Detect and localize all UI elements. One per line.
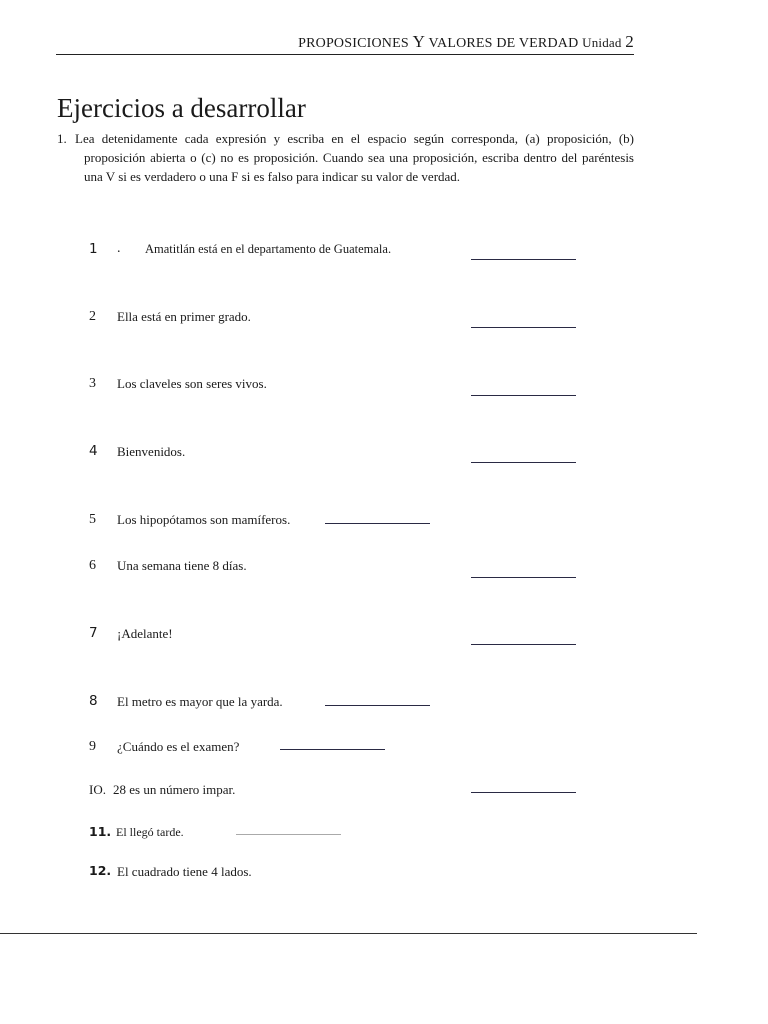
header-unit-number: 2: [625, 32, 634, 51]
answer-blank-9[interactable]: [280, 749, 385, 750]
exercise-item-9: [0, 739, 768, 763]
exercise-item-3: [0, 376, 768, 400]
item-number: 7: [89, 625, 98, 641]
item-text: Los hipopótamos son mamíferos.: [117, 512, 291, 527]
instructions-text: Lea detenidamente cada expresión y escriba en el espacio según corresponda, (a) proposición, (b) proposición abierta o (c) no es proposición. Cuando sea una proposición, escriba dentro del paréntesis una V si es verdadero o una F si es falso para indicar su valor de verdad.: [75, 131, 634, 184]
item-number: IO.: [89, 782, 106, 797]
page-header: [56, 30, 634, 55]
exercise-item-6: [0, 558, 768, 582]
answer-blank-7[interactable]: [471, 644, 576, 645]
item-dot: .: [117, 241, 121, 256]
instructions: [57, 129, 634, 186]
answer-blank-11[interactable]: [236, 834, 341, 835]
instructions-number: 1.: [57, 131, 67, 146]
item-text: 28 es un número impar.: [113, 782, 236, 797]
item-text: ¡Adelante!: [117, 626, 173, 641]
item-text: ¿Cuándo es el examen?: [117, 739, 240, 754]
item-number: 8: [89, 693, 98, 709]
answer-blank-1[interactable]: [471, 259, 576, 260]
answer-blank-2[interactable]: [471, 327, 576, 328]
item-number: 12.: [89, 863, 112, 878]
item-number: 3: [89, 376, 96, 391]
exercise-item-1: [0, 241, 768, 265]
answer-blank-10[interactable]: [471, 792, 576, 793]
item-text: Ella está en primer grado.: [117, 309, 251, 324]
item-text: El llegó tarde.: [116, 825, 184, 839]
item-number: 4: [89, 443, 98, 459]
exercise-item-2: [0, 309, 768, 333]
item-text: Los claveles son seres vivos.: [117, 376, 267, 391]
item-text: Amatitlán está en el departamento de Guatemala.: [145, 242, 392, 256]
answer-blank-8[interactable]: [325, 705, 430, 706]
item-text: Bienvenidos.: [117, 444, 186, 459]
exercise-item-12: [0, 863, 768, 887]
item-number: 5: [89, 512, 96, 527]
header-title: [298, 32, 634, 52]
header-title-part2: VALORES DE VERDAD: [428, 36, 579, 51]
item-number: 6: [89, 558, 96, 573]
exercise-item-7: [0, 625, 768, 649]
header-unit-label: Unidad: [582, 35, 622, 50]
item-number: 11.: [89, 824, 112, 839]
header-title-y: Y: [412, 32, 426, 51]
item-text: El metro es mayor que la yarda.: [117, 694, 283, 709]
answer-blank-3[interactable]: [471, 395, 576, 396]
answer-blank-5[interactable]: [325, 523, 430, 524]
item-number: 9: [89, 739, 96, 754]
item-text: El cuadrado tiene 4 lados.: [117, 864, 252, 879]
section-title: Ejercicios a desarrollar: [57, 93, 306, 123]
exercise-item-10: [0, 782, 768, 806]
answer-blank-6[interactable]: [471, 577, 576, 578]
exercise-item-11: [0, 824, 768, 848]
exercise-item-5: [0, 512, 768, 536]
header-title-part1: PROPOSICIONES: [298, 36, 409, 51]
item-number: 1: [89, 241, 98, 257]
footer-rule: [0, 933, 697, 934]
answer-blank-4[interactable]: [471, 462, 576, 463]
exercise-item-4: [0, 443, 768, 467]
item-number: 2: [89, 309, 96, 324]
item-text: Una semana tiene 8 días.: [117, 558, 247, 573]
